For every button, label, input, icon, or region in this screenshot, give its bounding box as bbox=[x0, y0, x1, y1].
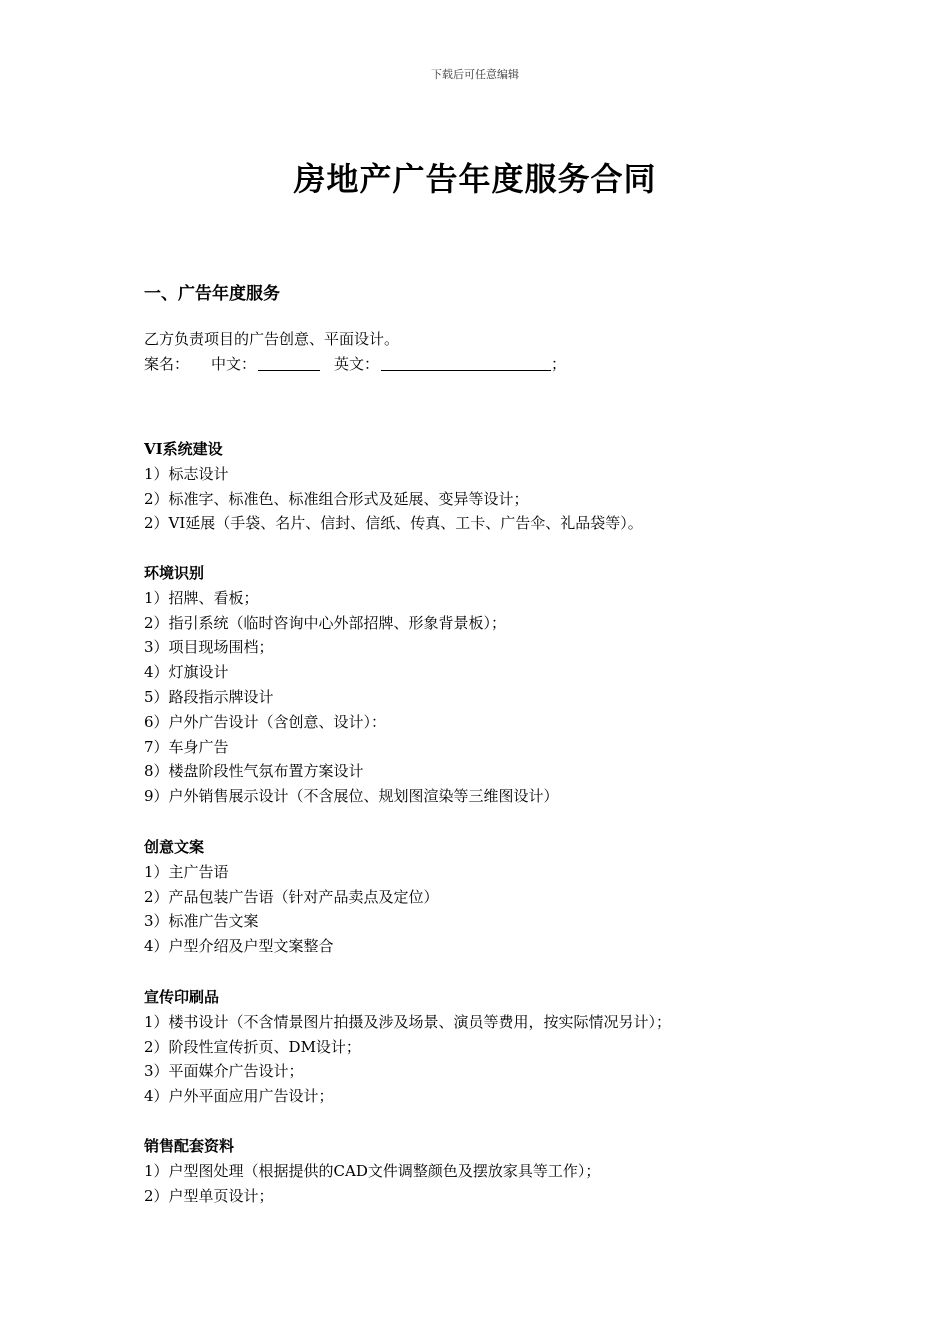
print-materials-section bbox=[144, 985, 824, 1109]
list-item: 2）VI延展（手袋、名片、信封、信纸、传真、工卡、广告伞、礼品袋等）。 bbox=[144, 514, 643, 533]
intro-text: 乙方负责项目的广告创意、平面设计。 bbox=[144, 330, 400, 348]
case-name-line bbox=[144, 352, 824, 377]
list-item: 6）户外广告设计（含创意、设计）： bbox=[144, 712, 387, 731]
list-item: 3）项目现场围档； bbox=[144, 638, 274, 657]
list-item: 5）路段指示牌设计 bbox=[144, 687, 274, 706]
list-item: 1）招牌、看板； bbox=[144, 588, 259, 607]
list-item: 1）楼书设计（不含情景图片拍摄及涉及场景、演员等费用，按实际情况另计）； bbox=[144, 1012, 672, 1031]
sales-materials-heading: 销售配套资料 bbox=[144, 1137, 235, 1155]
list-item: 2）指引系统（临时咨询中心外部招牌、形象背景板）； bbox=[144, 613, 507, 632]
vi-section bbox=[144, 437, 824, 536]
list-item: 7）车身广告 bbox=[144, 737, 229, 756]
list-item: 3）平面媒介广告设计； bbox=[144, 1062, 304, 1081]
environment-heading: 环境识别 bbox=[144, 564, 205, 582]
english-name-blank[interactable] bbox=[381, 355, 551, 371]
list-item: 4）灯旗设计 bbox=[144, 663, 229, 682]
list-item: 9）户外销售展示设计（不含展位、规划图渲染等三维图设计） bbox=[144, 787, 559, 806]
document-title: 房地产广告年度服务合同 bbox=[293, 160, 657, 198]
english-name-label: 英文： bbox=[334, 354, 380, 373]
list-item: 2）标准字、标准色、标准组合形式及延展、变异等设计； bbox=[144, 489, 529, 508]
section-heading-annual-service: 一、广告年度服务 bbox=[144, 284, 280, 304]
intro-block bbox=[144, 327, 824, 377]
chinese-name-blank[interactable] bbox=[258, 355, 320, 371]
chinese-name-label: 中文： bbox=[211, 354, 257, 373]
list-item: 1）主广告语 bbox=[144, 862, 229, 881]
list-item: 2）户型单页设计； bbox=[144, 1186, 274, 1205]
case-name-label: 案名： bbox=[144, 354, 190, 373]
list-item: 1）标志设计 bbox=[144, 464, 229, 483]
line-end-mark: ； bbox=[551, 354, 567, 373]
creative-copy-section bbox=[144, 835, 824, 959]
list-item: 4）户外平面应用广告设计； bbox=[144, 1087, 334, 1106]
list-item: 4）户型介绍及户型文案整合 bbox=[144, 937, 334, 956]
print-materials-heading: 宣传印刷品 bbox=[144, 988, 220, 1006]
environment-section bbox=[144, 561, 824, 809]
sales-materials-section bbox=[144, 1134, 824, 1208]
vi-heading: VI系统建设 bbox=[144, 440, 223, 458]
list-item: 2）阶段性宣传折页、DM设计； bbox=[144, 1037, 361, 1056]
list-item: 2）产品包装广告语（针对产品卖点及定位） bbox=[144, 887, 439, 906]
creative-copy-heading: 创意文案 bbox=[144, 838, 205, 856]
list-item: 3）标准广告文案 bbox=[144, 912, 259, 931]
list-item: 8）楼盘阶段性气氛布置方案设计 bbox=[144, 762, 364, 781]
list-item: 1）户型图处理（根据提供的CAD文件调整颜色及摆放家具等工作）； bbox=[144, 1161, 601, 1180]
header-note: 下载后可任意编辑 bbox=[431, 68, 519, 81]
